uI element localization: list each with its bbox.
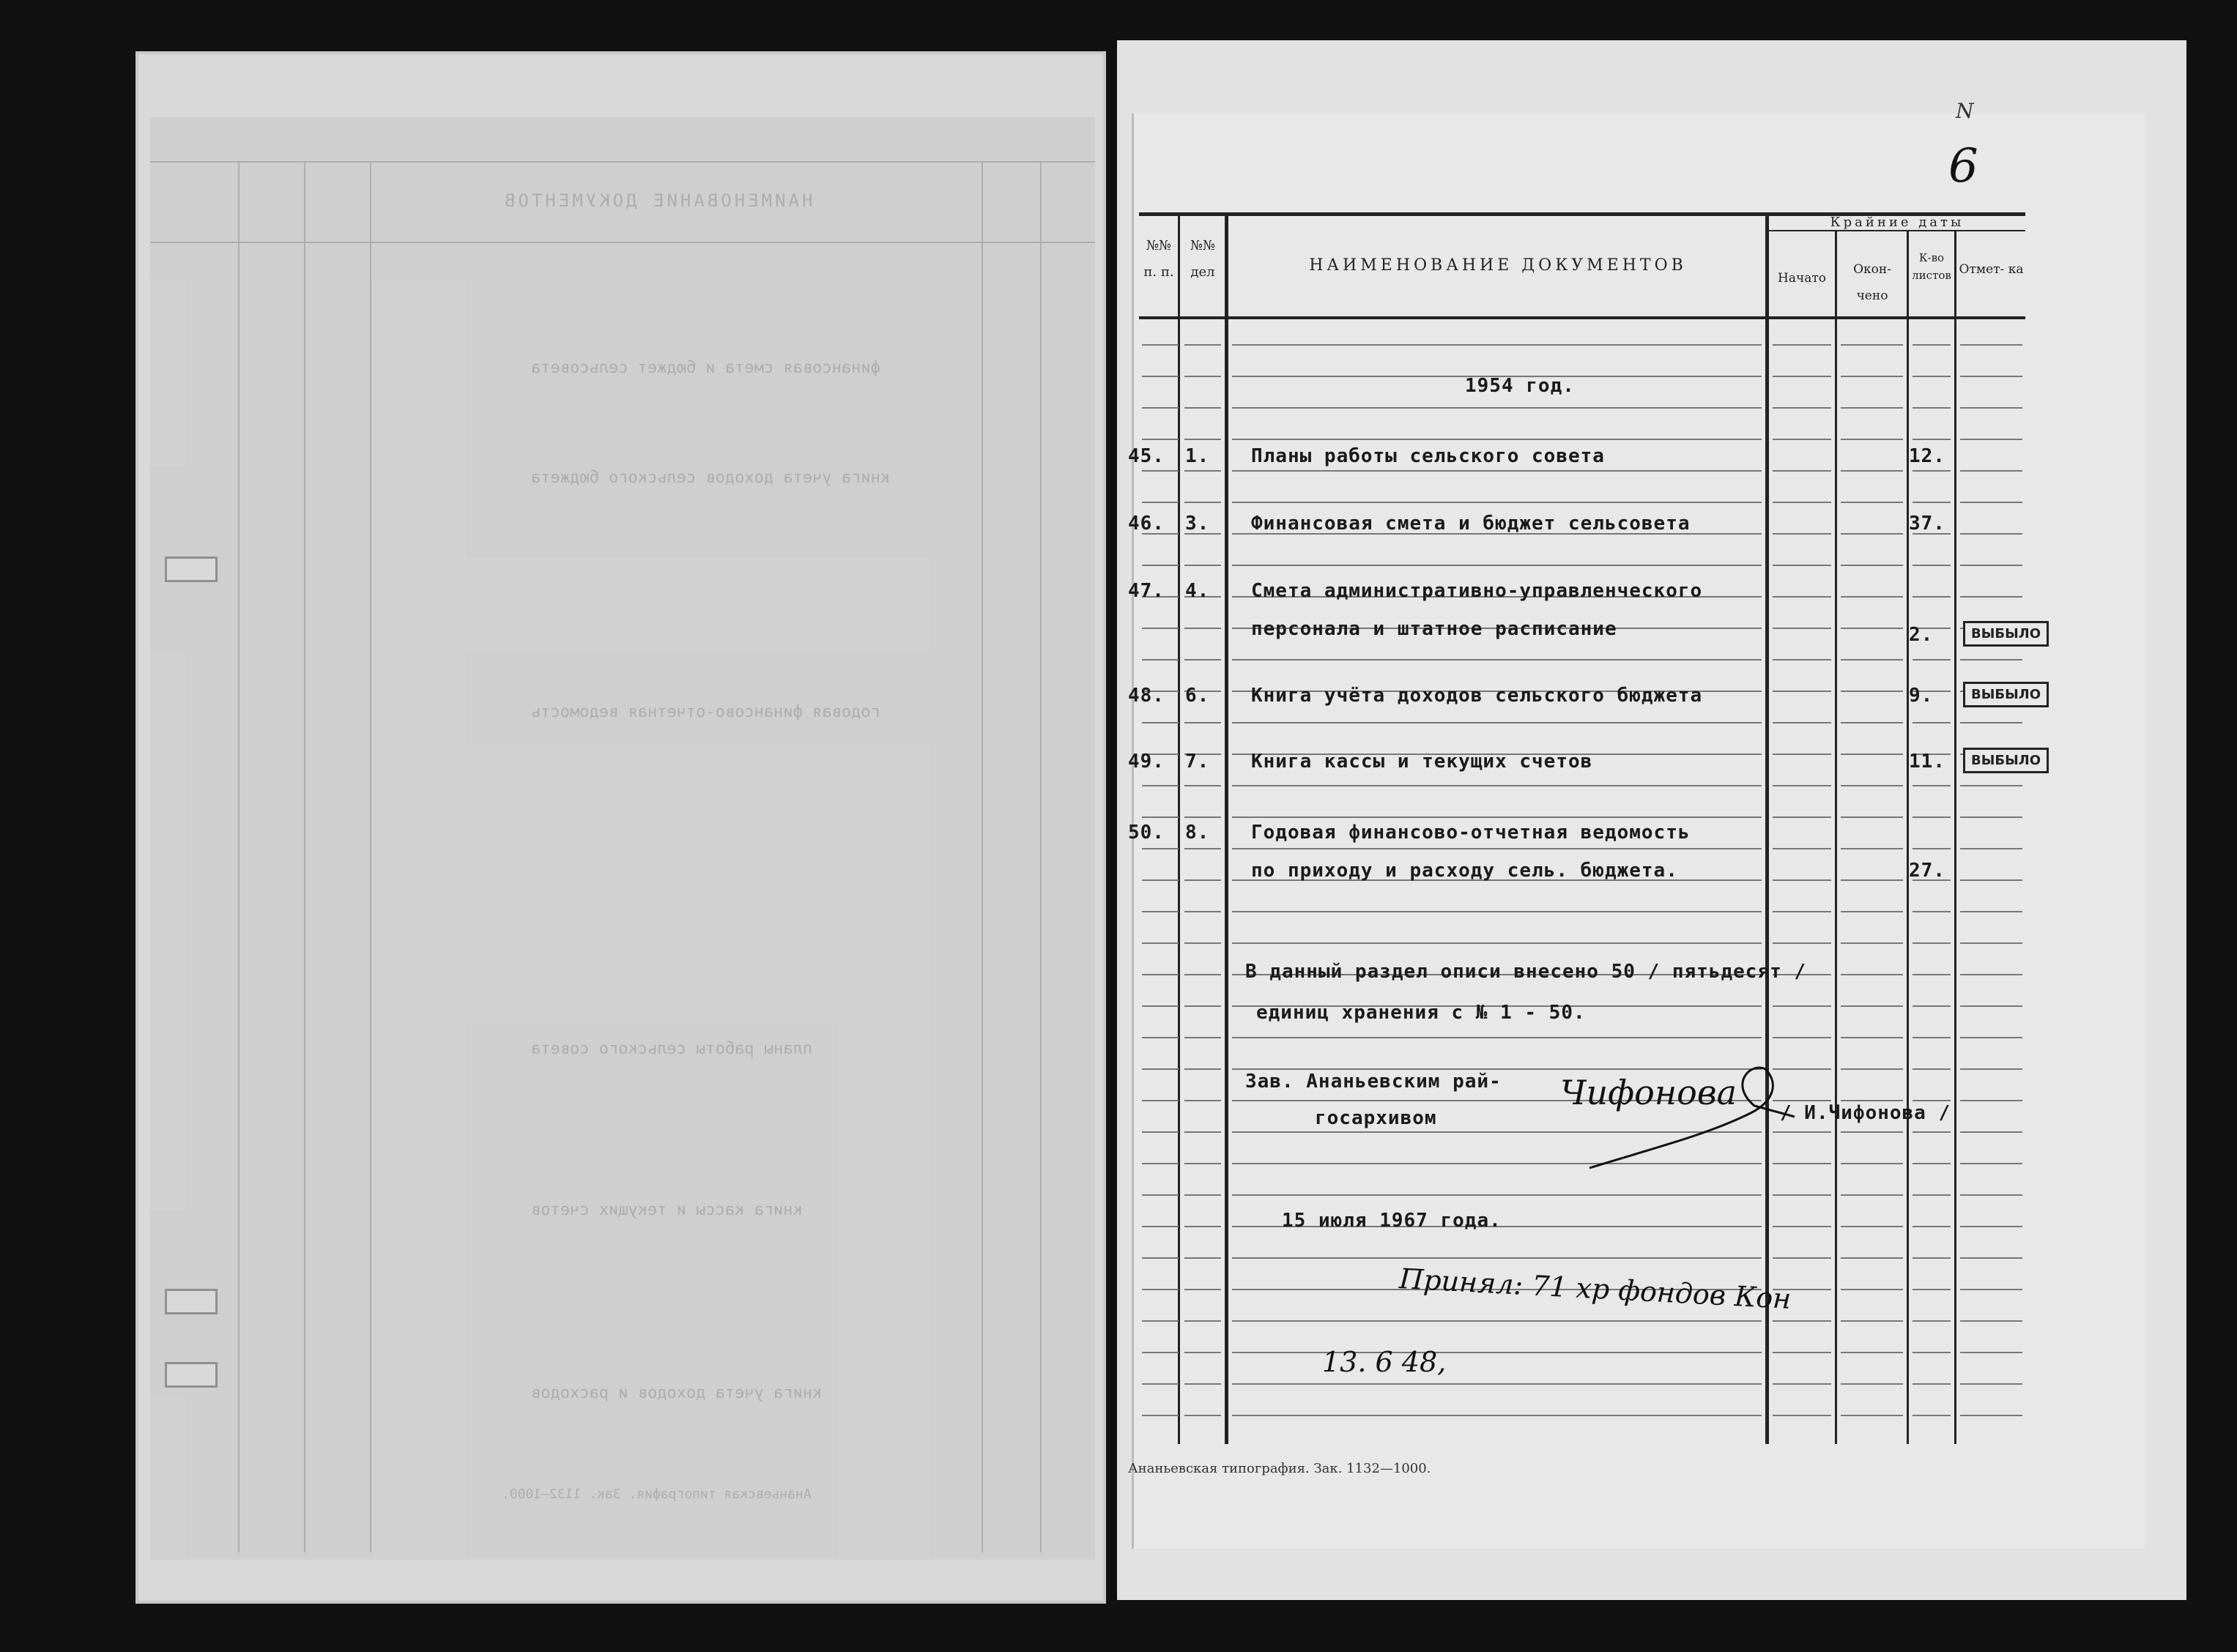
row-title: Годовая финансово-отчетная ведомость [1251,822,1691,844]
ruled-line [1960,1163,2022,1164]
ruled-line [1232,1194,1762,1196]
ruled-line [1773,1415,1831,1416]
ruled-line [1960,1257,2022,1259]
ruled-line [1960,344,2022,346]
dates-group-line [1765,230,2025,231]
ruled-line [1232,1257,1762,1259]
ruled-line [1913,1131,1951,1133]
row-case: 7. [1185,751,1210,773]
ruled-line [1960,659,2022,661]
ruled-line [1913,942,1951,944]
ruled-line [1232,407,1762,409]
corner-mark: N [1956,99,1974,123]
ruled-line [1142,1257,1179,1259]
ruled-line [1773,785,1831,786]
left-faint-header: НАИМЕНОВАНИЕ ДОКУМЕНТОВ [502,190,813,211]
ruled-line [1913,785,1951,786]
signer-name: / И.Чифонова / [1780,1102,1951,1124]
handwritten-date: 13. 6 48, [1322,1346,1447,1378]
ruled-line [1184,942,1221,944]
signer-title-2: госархивом [1315,1107,1437,1129]
header-dates-group: Крайние даты [1830,215,1965,230]
ruled-line [1913,1289,1951,1290]
ruled-line [1841,1163,1903,1164]
ruled-line [1184,1100,1221,1101]
ruled-line [1142,1163,1179,1164]
ruled-line [1960,942,2022,944]
header-start: Начато [1778,271,1826,286]
ruled-line [1841,1100,1903,1101]
ruled-line [1960,533,2022,535]
ruled-line [1773,722,1831,723]
ruled-line [1960,1226,2022,1227]
col-border [1907,231,1909,1444]
ruled-line [1773,1005,1831,1007]
ruled-line [1232,565,1762,566]
ruled-line [1960,816,2022,818]
ruled-line [1841,754,1903,755]
signature-stroke [1582,1062,1802,1179]
ruled-line [1960,1352,2022,1353]
ruled-line [1913,565,1951,566]
withdrawn-stamp: ВЫБЫЛО [1963,621,2049,647]
ruled-line [1960,974,2022,975]
left-grid-line [304,161,305,1552]
row-case: 6. [1185,685,1210,707]
ruled-line [1913,1100,1951,1101]
ruled-line [1142,376,1179,377]
ruled-line [1232,659,1762,661]
ruled-line [1142,1100,1179,1101]
ruled-line [1142,785,1179,786]
ruled-line [1913,470,1951,472]
ruled-line [1232,848,1762,849]
ruled-line [1142,1226,1179,1227]
ruled-line [1142,1289,1179,1290]
ruled-line [1841,628,1903,629]
ruled-line [1232,1320,1762,1322]
left-grid-line [982,161,983,1552]
left-grid-line [370,161,371,1552]
ruled-line [1142,1352,1179,1353]
ruled-line [1184,502,1221,503]
ruled-line [1913,848,1951,849]
row-num: 47. [1128,580,1165,602]
ruled-line [1142,1068,1179,1070]
left-grid-line [1040,161,1042,1552]
ruled-line [1841,1037,1903,1038]
ruled-line [1960,1005,2022,1007]
ruled-line [1142,1415,1179,1416]
ruled-line [1142,816,1179,818]
ruled-line [1232,911,1762,912]
ruled-line [1841,1131,1903,1133]
ruled-line [1913,502,1951,503]
ruled-line [1913,659,1951,661]
summary-line-1: В данный раздел описи внесено 50 / пятьдесят / [1245,961,1807,983]
ruled-line [1773,879,1831,881]
ruled-line [1841,407,1903,409]
row-num: 46. [1128,513,1165,535]
left-faint-text: книга учета доходов и расходов [531,1384,823,1402]
ruled-line [1773,816,1831,818]
ruled-line [1841,691,1903,692]
ruled-line [1913,439,1951,440]
ruled-line [1960,848,2022,849]
row-sheets: 27. [1909,860,1945,882]
left-page-sheet [150,117,1095,1560]
row-case: 1. [1185,445,1210,467]
left-grid-line [150,161,1095,163]
ruled-line [1841,659,1903,661]
ruled-line [1142,1383,1179,1385]
ruled-line [1184,879,1221,881]
ruled-line [1773,344,1831,346]
ruled-line [1773,502,1831,503]
ruled-line [1841,439,1903,440]
summary-line-2: единиц хранения с № 1 - 50. [1256,1002,1586,1024]
ruled-line [1773,533,1831,535]
ruled-line [1913,1068,1951,1070]
ruled-line [1142,344,1179,346]
row-sheets: 12. [1909,445,1945,467]
ruled-line [1232,722,1762,723]
ruled-line [1773,659,1831,661]
ruled-line [1184,1163,1221,1164]
ruled-line [1913,816,1951,818]
ruled-line [1142,722,1179,723]
ruled-line [1184,565,1221,566]
signer-title-1: Зав. Ананьевским рай- [1245,1071,1502,1093]
ruled-line [1841,1383,1903,1385]
ruled-line [1841,1226,1903,1227]
header-end: Окон- чено [1853,262,1891,303]
row-case: 8. [1185,822,1210,844]
ruled-line [1773,565,1831,566]
ruled-line [1184,785,1221,786]
ruled-line [1960,1320,2022,1322]
ruled-line [1142,911,1179,912]
ruled-line [1913,1352,1951,1353]
ruled-line [1184,1415,1221,1416]
left-faint-text: годовая финансово-отчетная ведомость [531,703,880,721]
row-title: Финансовая смета и бюджет сельсовета [1251,513,1691,535]
ruled-line [1142,942,1179,944]
ruled-line [1960,879,2022,881]
ruled-line [1913,1415,1951,1416]
ruled-line [1232,439,1762,440]
ruled-line [1841,533,1903,535]
ruled-line [1142,565,1179,566]
row-title-cont: персонала и штатное расписание [1251,618,1617,640]
ruled-line [1841,1194,1903,1196]
ruled-line [1184,407,1221,409]
ruled-line [1841,1320,1903,1322]
ruled-line [1960,1383,2022,1385]
ruled-line [1232,344,1762,346]
ruled-line [1913,407,1951,409]
ruled-line [1960,596,2022,598]
col-border [1225,214,1228,1444]
ruled-line [1142,879,1179,881]
ruled-line [1184,1257,1221,1259]
ruled-line [1773,942,1831,944]
left-page [136,51,1106,1604]
ruled-line [1232,816,1762,818]
ruled-line [1960,1131,2022,1133]
ruled-line [1773,1226,1831,1227]
ruled-line [1773,1037,1831,1038]
ruled-line [1184,376,1221,377]
left-faint-text: планы работы сельского совета [531,1040,813,1058]
ruled-line [1142,439,1179,440]
row-num: 45. [1128,445,1165,467]
left-faint-footer: Ананьевская типография. Зак. 1132—1000. [502,1487,812,1502]
ruled-line [1184,722,1221,723]
ruled-line [1841,470,1903,472]
ruled-line [1841,596,1903,598]
left-faint-text: книга учета доходов сельского бюджета [531,469,891,487]
ruled-line [1773,376,1831,377]
ruled-line [1913,1257,1951,1259]
ruled-line [1913,974,1951,975]
ruled-line [1142,628,1179,629]
ruled-line [1841,974,1903,975]
header-title: НАИМЕНОВАНИЕ ДОКУМЕНТОВ [1309,256,1687,275]
col-border [1765,214,1769,1444]
ruled-line [1773,848,1831,849]
ruled-line [1184,628,1221,629]
row-num: 49. [1128,751,1165,773]
ruled-line [1913,376,1951,377]
row-num: 48. [1128,685,1165,707]
ruled-line [1184,1352,1221,1353]
ruled-line [1773,1194,1831,1196]
ruled-line [1142,1320,1179,1322]
header-case: №№ дел [1190,238,1216,280]
ruled-line [1960,1037,2022,1038]
ruled-line [1184,1289,1221,1290]
ruled-line [1960,565,2022,566]
left-faint-stamp [165,557,218,582]
withdrawn-stamp: ВЫБЫЛО [1963,682,2049,707]
ruled-line [1841,816,1903,818]
ruled-line [1184,1068,1221,1070]
ruled-line [1773,911,1831,912]
ruled-line [1184,1226,1221,1227]
ruled-line [1841,911,1903,912]
ruled-line [1841,502,1903,503]
ruled-line [1142,1037,1179,1038]
ruled-line [1184,1320,1221,1322]
ruled-line [1773,754,1831,755]
ruled-line [1841,565,1903,566]
row-title-cont: по приходу и расходу сель. бюджета. [1251,860,1678,882]
row-title: Планы работы сельского совета [1251,445,1605,467]
ruled-line [1232,470,1762,472]
ruled-line [1913,1383,1951,1385]
ruled-line [1841,848,1903,849]
ruled-line [1232,1383,1762,1385]
header-note: Отмет- ка [1959,262,2024,277]
ruled-line [1773,439,1831,440]
ruled-line [1232,942,1762,944]
ruled-line [1232,1415,1762,1416]
ruled-line [1142,1005,1179,1007]
ruled-line [1841,942,1903,944]
ruled-line [1960,376,2022,377]
ruled-line [1773,628,1831,629]
col-border [1835,231,1837,1444]
ruled-line [1184,439,1221,440]
ruled-line [1773,691,1831,692]
ruled-line [1184,911,1221,912]
ruled-line [1913,344,1951,346]
ruled-line [1184,1194,1221,1196]
header-sheets: К-во листов [1912,251,1951,282]
ruled-line [1184,1383,1221,1385]
ruled-line [1841,1257,1903,1259]
signature: Чифонова [1560,1073,1737,1112]
row-sheets: 9. [1909,685,1934,707]
ruled-line [1773,1352,1831,1353]
ruled-line [1773,1257,1831,1259]
ruled-line [1142,974,1179,975]
ruled-line [1841,722,1903,723]
row-title: Книга учёта доходов сельского бюджета [1251,685,1703,707]
ruled-line [1184,659,1221,661]
ruled-line [1841,879,1903,881]
row-num: 50. [1128,822,1165,844]
ruled-line [1142,502,1179,503]
folio-number: 6 [1948,139,1978,193]
left-faint-stamp [165,1289,218,1314]
ruled-line [1142,1194,1179,1196]
ruled-line [1841,376,1903,377]
left-grid-line [238,161,240,1552]
left-faint-stamp [165,1362,218,1388]
ruled-line [1773,596,1831,598]
row-case: 4. [1185,580,1210,602]
ruled-line [1913,1037,1951,1038]
ruled-line [1960,439,2022,440]
ruled-line [1142,470,1179,472]
row-sheets: 11. [1909,751,1945,773]
ruled-line [1913,1320,1951,1322]
ruled-line [1913,596,1951,598]
ruled-line [1142,407,1179,409]
ruled-line [1841,1352,1903,1353]
ruled-line [1184,848,1221,849]
ruled-line [1142,659,1179,661]
year-heading: 1954 год. [1465,375,1575,397]
ruled-line [1913,722,1951,723]
ruled-line [1184,1005,1221,1007]
row-title: Книга кассы и текущих счетов [1251,751,1593,773]
ruled-line [1841,785,1903,786]
handwritten-note: Принял: 71 хр фондов Кон [1398,1262,1792,1315]
ruled-line [1960,1068,2022,1070]
ruled-line [1841,1289,1903,1290]
ruled-line [1184,1131,1221,1133]
ruled-line [1960,1415,2022,1416]
ruled-line [1913,911,1951,912]
ruled-line [1184,816,1221,818]
date-typed: 15 июля 1967 года. [1282,1210,1502,1232]
left-faint-text: книга кассы и текущих счетов [531,1201,803,1219]
ruled-line [1142,848,1179,849]
ruled-line [1232,502,1762,503]
ruled-line [1913,1005,1951,1007]
ruled-line [1913,1194,1951,1196]
left-faint-text: финансовая смета и бюджет сельсовета [531,359,880,377]
withdrawn-stamp: ВЫБЫЛО [1963,748,2049,773]
ruled-line [1841,344,1903,346]
row-sheets: 37. [1909,513,1945,535]
ruled-line [1773,1320,1831,1322]
ruled-line [1960,407,2022,409]
ruled-line [1184,344,1221,346]
ruled-line [1232,785,1762,786]
ruled-line [1184,1037,1221,1038]
ruled-line [1960,911,2022,912]
ruled-line [1773,407,1831,409]
ruled-line [1960,722,2022,723]
ruled-line [1232,1352,1762,1353]
row-title: Смета административно-управленческого [1251,580,1703,602]
ruled-line [1841,1068,1903,1070]
ruled-line [1960,502,2022,503]
ruled-line [1960,1289,2022,1290]
ruled-line [1232,1037,1762,1038]
ruled-line [1913,1226,1951,1227]
ruled-line [1773,470,1831,472]
ruled-line [1841,1415,1903,1416]
row-sheets: 2. [1909,624,1934,646]
left-grid-line [150,242,1095,243]
ruled-line [1913,1163,1951,1164]
col-border [1178,214,1180,1444]
table-header-border [1139,316,2025,319]
printer-footer: Ананьевская типография. Зак. 1132—1000. [1128,1461,1431,1476]
ruled-line [1184,470,1221,472]
ruled-line [1841,1005,1903,1007]
ruled-line [1142,1131,1179,1133]
ruled-line [1960,1194,2022,1196]
header-num: №№ п. п. [1143,238,1174,280]
col-border [1954,231,1956,1444]
ruled-line [1184,974,1221,975]
row-case: 3. [1185,513,1210,535]
ruled-line [1773,1383,1831,1385]
ruled-line [1960,785,2022,786]
ruled-line [1960,1100,2022,1101]
ruled-line [1960,470,2022,472]
